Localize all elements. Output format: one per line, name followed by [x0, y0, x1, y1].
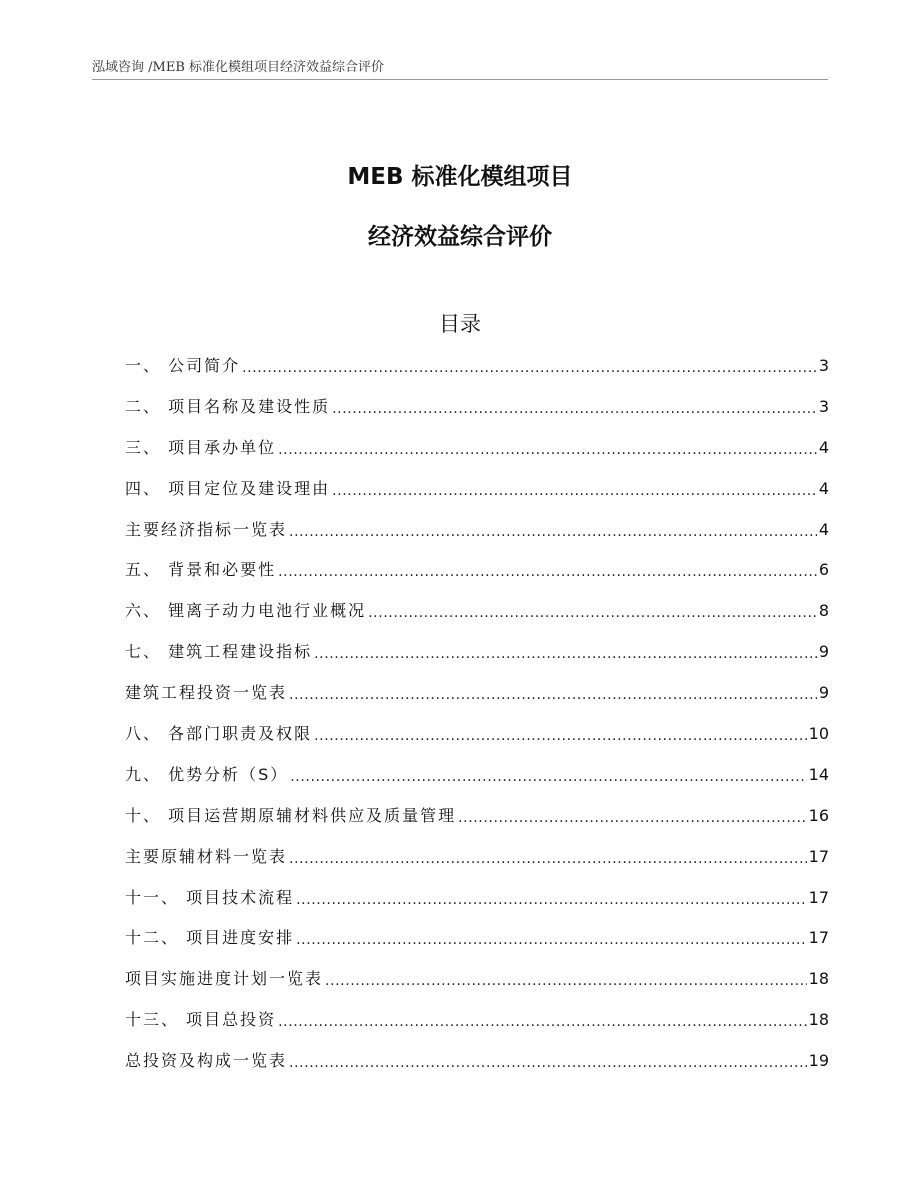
toc-dot-leader [289, 522, 817, 540]
toc-entry-page-number: 16 [808, 805, 829, 825]
toc-dot-leader [290, 767, 806, 785]
document-title-line-2: 经济效益综合评价 [368, 224, 552, 250]
toc-entry[interactable] [125, 1007, 829, 1048]
toc-entry-label: 十三、 项目总投资 [125, 1010, 277, 1030]
toc-entry-page-number: 6 [818, 560, 829, 580]
toc-entry-page-number: 3 [818, 356, 829, 375]
table-of-contents [125, 353, 829, 1089]
toc-entry-page-number: 9 [818, 642, 829, 662]
toc-entry[interactable] [125, 1048, 829, 1089]
toc-entry[interactable] [125, 557, 829, 598]
toc-entry-label: 七、 建筑工程建设指标 [125, 642, 313, 662]
toc-entry-label: 十二、 项目进度安排 [125, 928, 295, 948]
toc-entry-label: 二、 项目名称及建设性质 [125, 396, 331, 416]
toc-entry[interactable] [125, 762, 829, 803]
toc-entry-label: 八、 各部门职责及权限 [125, 724, 313, 744]
toc-entry[interactable] [125, 680, 829, 721]
toc-entry[interactable] [125, 598, 829, 639]
toc-entry-label: 九、 优势分析（S） [125, 764, 289, 784]
toc-entry-label: 十、 项目运营期原辅材料供应及质量管理 [125, 805, 457, 825]
toc-entry-page-number: 4 [818, 437, 829, 457]
toc-heading: 目录 [439, 312, 481, 336]
toc-dot-leader [368, 603, 817, 621]
toc-dot-leader [278, 1012, 807, 1030]
toc-dot-leader [289, 1053, 807, 1071]
toc-entry[interactable] [125, 435, 829, 476]
toc-entry-label: 建筑工程投资一览表 [125, 683, 288, 703]
toc-entry-label: 五、 背景和必要性 [125, 560, 277, 580]
toc-entry-page-number: 18 [808, 1010, 829, 1030]
toc-entry-page-number: 4 [818, 519, 829, 539]
toc-entry-label: 六、 锂离子动力电池行业概况 [125, 601, 367, 621]
toc-entry-page-number: 4 [818, 478, 829, 498]
toc-dot-leader [278, 440, 817, 458]
toc-entry-label: 项目实施进度计划一览表 [125, 969, 324, 989]
toc-entry-label: 三、 项目承办单位 [125, 437, 277, 457]
toc-entry[interactable] [125, 721, 829, 762]
toc-entry[interactable] [125, 925, 829, 966]
toc-dot-leader [458, 808, 807, 826]
toc-entry-label: 十一、 项目技术流程 [125, 887, 295, 907]
toc-entry[interactable] [125, 803, 829, 844]
toc-entry-label: 主要经济指标一览表 [125, 519, 288, 539]
toc-dot-leader [296, 890, 807, 908]
toc-dot-leader [332, 481, 817, 499]
toc-dot-leader [242, 358, 817, 376]
toc-dot-leader [289, 849, 807, 867]
toc-dot-leader [296, 930, 807, 948]
toc-entry-page-number: 10 [808, 724, 829, 744]
toc-entry-page-number: 18 [808, 969, 829, 989]
toc-entry-page-number: 9 [818, 683, 829, 703]
toc-dot-leader [314, 726, 807, 744]
toc-dot-leader [314, 644, 817, 662]
header-divider [92, 79, 828, 80]
toc-entry[interactable] [125, 476, 829, 517]
toc-entry-label: 四、 项目定位及建设理由 [125, 478, 331, 498]
toc-dot-leader [278, 562, 817, 580]
toc-entry-page-number: 14 [808, 764, 829, 784]
toc-entry-page-number: 17 [808, 887, 829, 907]
running-header: 泓域咨询 /MEB 标准化模组项目经济效益综合评价 [92, 60, 384, 75]
toc-entry-label: 总投资及构成一览表 [125, 1051, 288, 1071]
toc-entry[interactable] [125, 394, 829, 435]
toc-entry[interactable] [125, 966, 829, 1007]
toc-entry-page-number: 17 [808, 928, 829, 948]
toc-entry[interactable] [125, 885, 829, 926]
toc-dot-leader [332, 399, 817, 417]
toc-entry-label: 主要原辅材料一览表 [125, 846, 288, 866]
toc-entry-page-number: 17 [808, 846, 829, 866]
toc-entry[interactable] [125, 639, 829, 680]
toc-entry-label: 一、 公司简介 [125, 356, 241, 375]
toc-dot-leader [325, 971, 807, 989]
toc-entry[interactable] [125, 844, 829, 885]
toc-entry[interactable] [125, 517, 829, 558]
document-title-line-1: MEB 标准化模组项目 [347, 164, 573, 190]
toc-entry-page-number: 19 [808, 1051, 829, 1071]
toc-entry-page-number: 3 [818, 396, 829, 416]
toc-dot-leader [289, 685, 817, 703]
toc-entry-page-number: 8 [818, 601, 829, 621]
toc-entry[interactable] [125, 353, 829, 394]
